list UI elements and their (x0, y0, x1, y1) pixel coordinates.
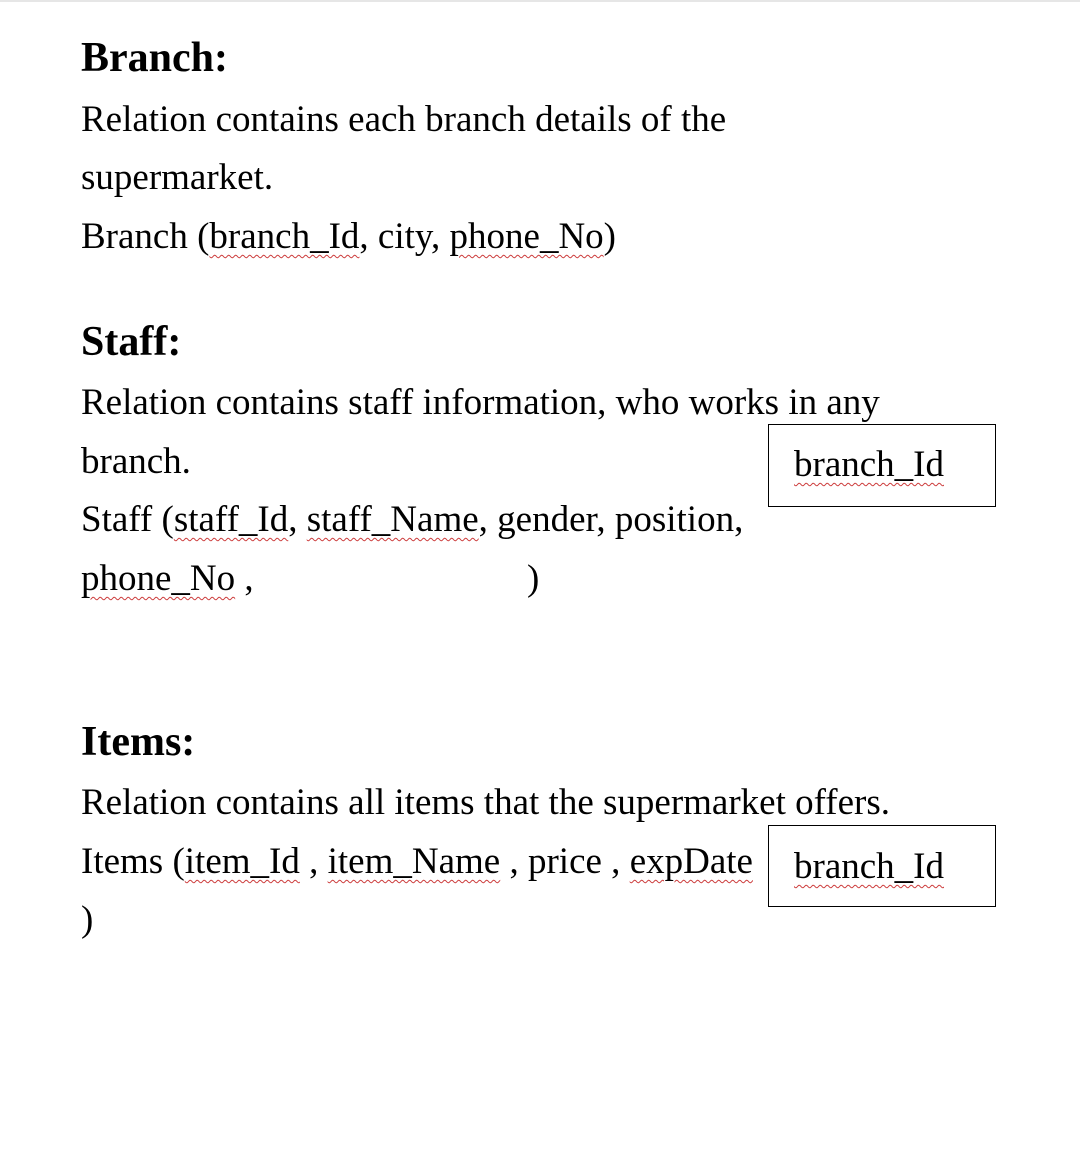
branch-schema-prefix: Branch ( (81, 216, 210, 257)
staff-description-line1: Relation contains staff information, who works in any (81, 382, 880, 423)
items-attr-item-id: item_Id (184, 841, 300, 882)
branch-attr-phone-no: phone_No (449, 216, 604, 257)
items-fk-branch-id-label: branch_Id (794, 846, 944, 887)
staff-schema-sep1: , (288, 499, 307, 540)
page-top-border (0, 0, 1080, 2)
staff-schema-line2 (81, 560, 254, 597)
branch-schema-close: ) (603, 216, 616, 257)
branch-description-line1: Relation contains each branch details of the (81, 99, 727, 140)
branch-schema (81, 218, 616, 255)
branch-schema-sep1: , city, (359, 216, 450, 257)
staff-attr-staff-id: staff_Id (173, 499, 289, 540)
items-attr-item-name: item_Name (327, 841, 501, 882)
staff-attr-phone-no: phone_No (81, 558, 236, 599)
staff-attr-staff-name: staff_Name (306, 499, 479, 540)
items-schema-close: ) (81, 899, 94, 940)
items-schema-line1 (81, 843, 753, 880)
items-attr-exp-date: expDate (629, 841, 753, 882)
staff-foreign-key-box[interactable] (768, 424, 996, 507)
items-schema-sep2: , price , (500, 841, 630, 882)
items-heading: Items: (81, 719, 196, 765)
items-schema-prefix: Items ( (81, 841, 185, 882)
staff-heading: Staff: (81, 319, 182, 365)
staff-schema-sep2: , gender, position, (478, 499, 744, 540)
staff-description-line2: branch. (81, 441, 191, 482)
staff-schema-close: ) (527, 558, 540, 599)
branch-attr-branch-id: branch_Id (209, 216, 360, 257)
items-description-line1: Relation contains all items that the supermarket offers. (81, 782, 890, 823)
staff-schema-sep3: , (235, 558, 254, 599)
staff-schema-line1 (81, 501, 743, 538)
branch-description-line2: supermarket. (81, 157, 274, 198)
items-schema-sep1: , (299, 841, 328, 882)
staff-schema-prefix: Staff ( (81, 499, 174, 540)
staff-fk-branch-id-label: branch_Id (794, 444, 944, 485)
branch-heading: Branch: (81, 35, 228, 81)
items-foreign-key-box[interactable] (768, 825, 996, 907)
